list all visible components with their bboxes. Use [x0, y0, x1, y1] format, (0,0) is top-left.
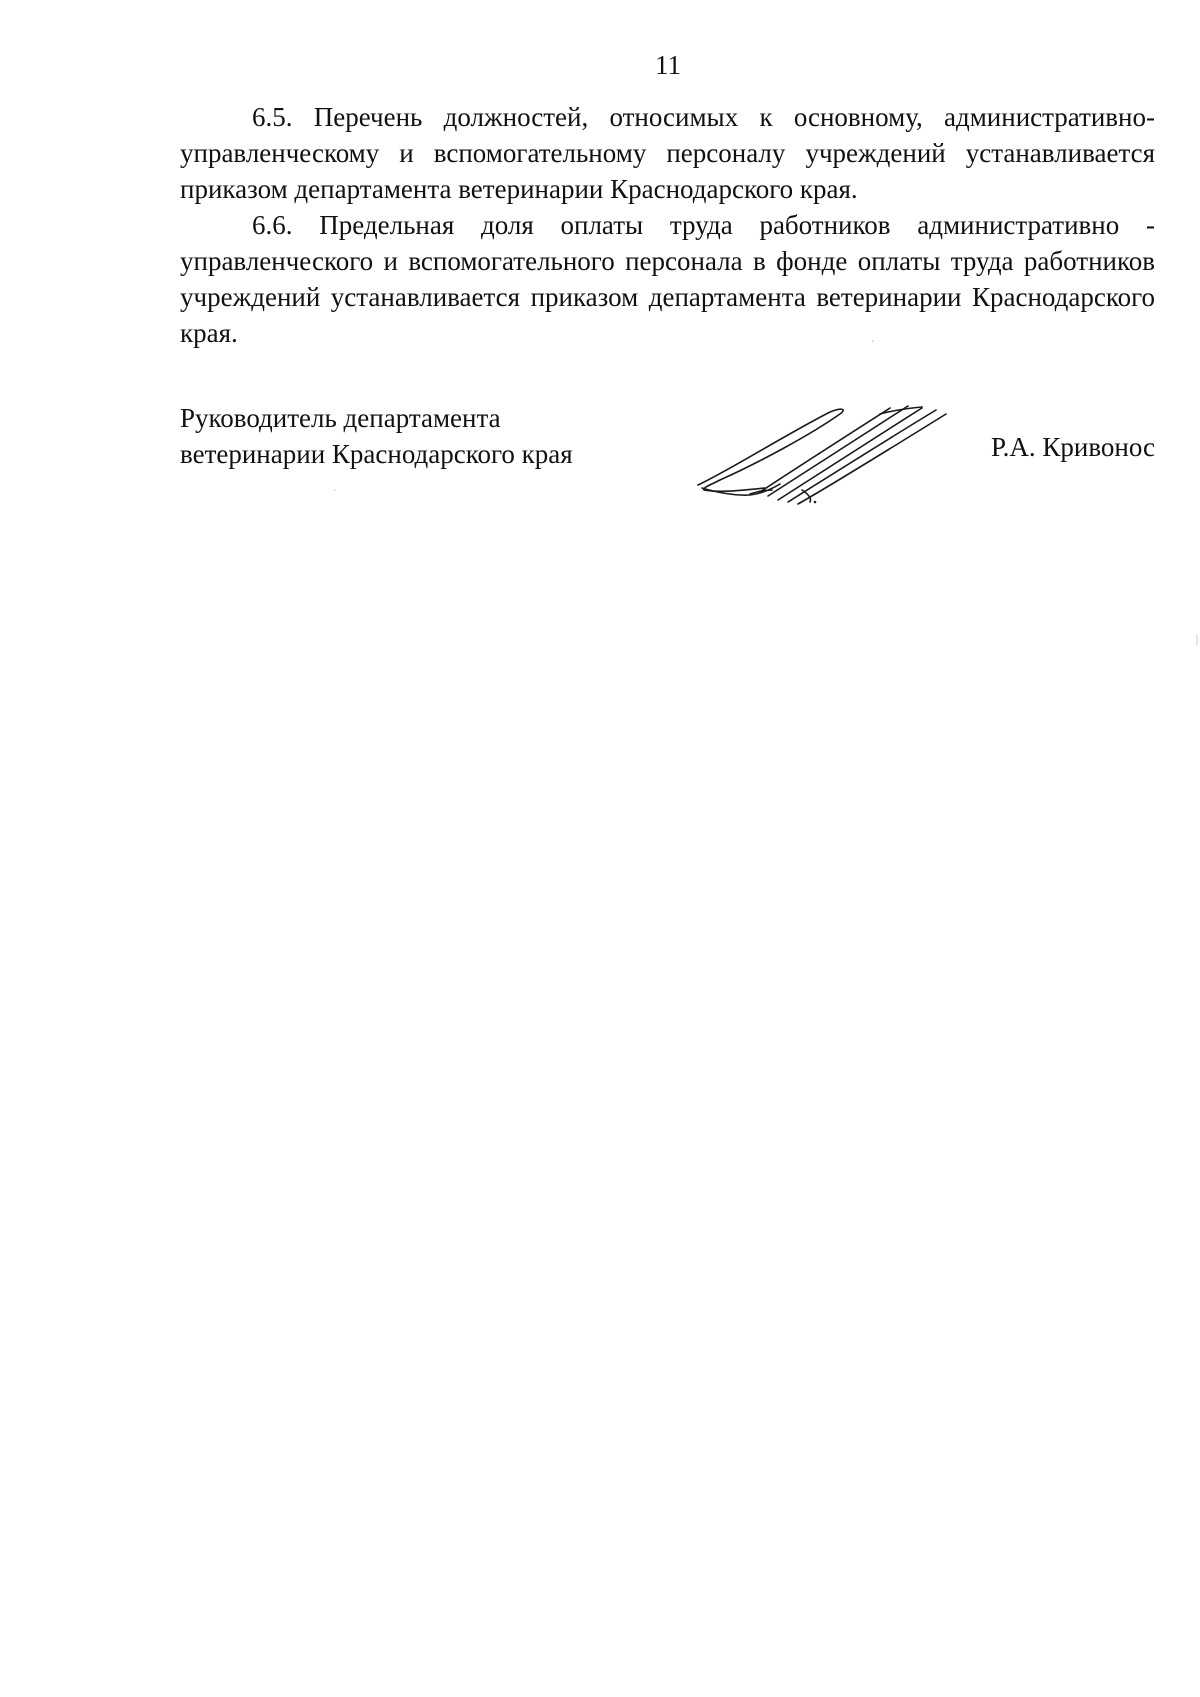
signer-position-line-2: ветеринарии Краснодарского края	[180, 439, 573, 469]
signer-position-line-1: Руководитель департамента	[180, 403, 501, 433]
paragraph-6-5: 6.5. Перечень должностей, относимых к основному, административно-управленческому и вспомогательному персоналу учреждений устанавливается приказом департамента ветеринарии Краснодарского края.	[180, 102, 1155, 204]
page-number: 11	[655, 50, 681, 80]
paragraph-6-6: 6.6. Предельная доля оплаты труда работников административно - управленческого и вспомогательного персонала в фонде оплаты труда работников учреждений устанавливается приказом департамента ветеринарии Краснодарского края.	[180, 210, 1155, 348]
signer-name: Р.А. Кривонос	[990, 432, 1155, 462]
